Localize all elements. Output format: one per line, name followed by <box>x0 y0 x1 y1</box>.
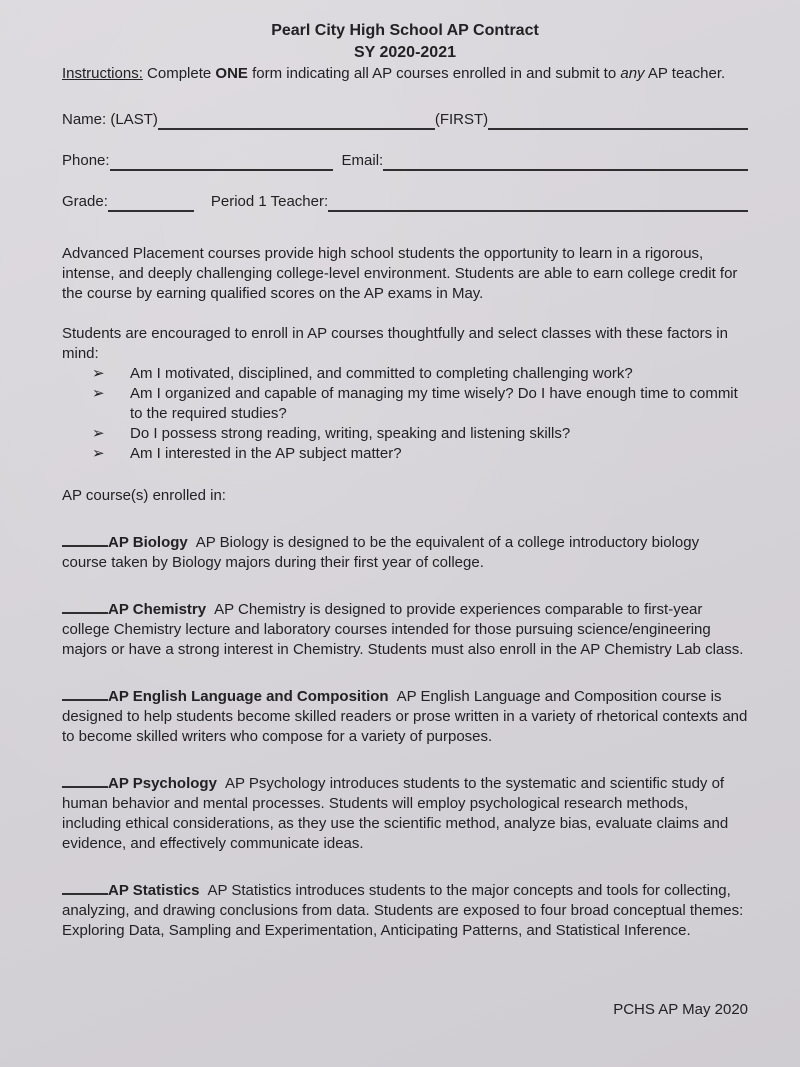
title-line-1: Pearl City High School AP Contract <box>271 22 539 39</box>
course-name: AP Chemistry <box>108 601 207 618</box>
footer-document-code: PCHS AP May 2020 <box>613 1001 748 1018</box>
name-field-row <box>62 110 748 130</box>
instructions-paragraph <box>62 64 748 84</box>
first-name-blank-line <box>488 111 748 130</box>
course-name: AP Biology <box>108 534 188 551</box>
course-name: AP Statistics <box>108 882 200 899</box>
factors-list <box>62 364 748 464</box>
course-name: AP English Language and Composition <box>108 688 389 705</box>
arrow-bullet-icon: ➢ <box>92 445 105 462</box>
phone-label: Phone: <box>62 152 110 169</box>
factor-text: Am I motivated, disciplined, and committed to completing challenging work? <box>130 365 633 382</box>
course-item-psychology <box>62 774 748 854</box>
course-checkbox-blank-line <box>62 786 108 788</box>
grade-blank-line <box>108 193 194 212</box>
grade-teacher-field-row <box>62 192 748 212</box>
arrow-bullet-icon: ➢ <box>92 425 105 442</box>
arrow-bullet-icon: ➢ <box>92 385 105 402</box>
instructions-bold-word: ONE <box>215 65 248 82</box>
grade-label: Grade: <box>62 193 108 210</box>
course-item-statistics <box>62 881 748 941</box>
course-checkbox-blank-line <box>62 893 108 895</box>
instructions-italic-word: any <box>620 65 645 82</box>
instructions-label: Instructions: <box>62 65 143 82</box>
name-last-label: Name: (LAST) <box>62 111 158 128</box>
period-teacher-label: Period 1 Teacher: <box>210 193 329 210</box>
factor-text: Do I possess strong reading, writing, speaking and listening skills? <box>130 425 571 442</box>
course-checkbox-blank-line <box>62 699 108 701</box>
phone-email-field-row <box>62 151 748 171</box>
factor-item <box>62 364 748 384</box>
course-description: AP Statistics introduces students to the major concepts and tools for collecting, analyzing, and drawing conclusions from data. Students are exposed to four broad conceptual themes: Exploring Data, Sampling and Experimentation, Anticipating Patterns, and Statistical Inference. <box>62 882 744 939</box>
document-title <box>62 20 748 64</box>
factor-text: Am I organized and capable of managing my time wisely? Do I have enough time to commit to the required studies? <box>130 385 738 422</box>
title-line-2: SY 2020-2021 <box>353 44 456 61</box>
course-description: AP English Language and Composition course is designed to help students become skilled readers or prose written in a variety of rhetorical contexts and to become skilled writers who compose for a variety of purposes. <box>62 688 748 745</box>
email-label: Email: <box>341 152 384 169</box>
factors-intro-paragraph: Students are encouraged to enroll in AP courses thoughtfully and select classes with these factors in mind: <box>62 325 728 362</box>
arrow-bullet-icon: ➢ <box>92 365 105 382</box>
instructions-text-3: AP teacher. <box>644 65 726 82</box>
course-item-biology <box>62 533 748 573</box>
teacher-blank-line <box>328 193 748 212</box>
course-name: AP Psychology <box>108 775 217 792</box>
factor-item <box>62 444 748 464</box>
factor-item <box>62 424 748 444</box>
factor-text: Am I interested in the AP subject matter? <box>130 445 402 462</box>
factor-item <box>62 384 748 424</box>
phone-blank-line <box>110 152 333 171</box>
email-blank-line <box>383 152 748 171</box>
course-item-english <box>62 687 748 747</box>
courses-heading: AP course(s) enrolled in: <box>62 487 226 504</box>
instructions-text: Complete <box>142 65 216 82</box>
last-name-blank-line <box>158 111 435 130</box>
ap-intro-paragraph: Advanced Placement courses provide high school students the opportunity to learn in a rigorous, intense, and deeply challenging college-level environment. Students are able to earn college credit for the course by earning qualified scores on the AP exams in May. <box>62 245 738 302</box>
course-description: AP Psychology introduces students to the systematic and scientific study of human behavior and mental processes. Students will employ psychological research methods, including ethical considerations, as they use the scientific method, analyze bias, evaluate claims and evidence, and effectively communicate ideas. <box>62 775 729 852</box>
course-description: AP Chemistry is designed to provide experiences comparable to first-year college Chemistry lecture and laboratory courses intended for those pursuing science/engineering majors or have a strong interest in Chemistry. Students must also enroll in the AP Chemistry Lab class. <box>62 601 744 658</box>
course-checkbox-blank-line <box>62 612 108 614</box>
course-description: AP Biology is designed to be the equivalent of a college introductory biology course taken by Biology majors during their first year of college. <box>62 534 700 571</box>
course-checkbox-blank-line <box>62 545 108 547</box>
instructions-text-2: form indicating all AP courses enrolled in and submit to <box>247 65 621 82</box>
name-first-label: (FIRST) <box>434 111 489 128</box>
course-item-chemistry <box>62 600 748 660</box>
